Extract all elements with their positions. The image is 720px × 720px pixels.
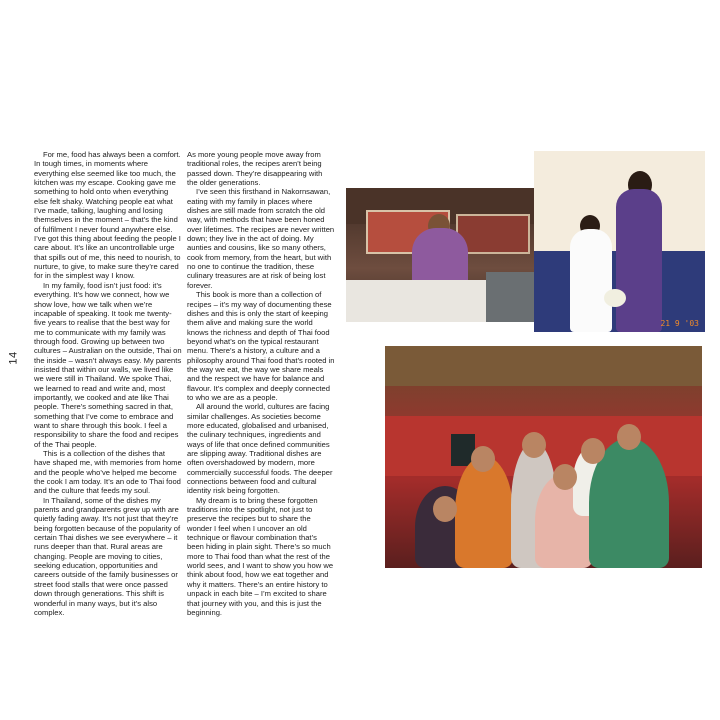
photo-man-at-counter [346,188,549,322]
paragraph: All around the world, cultures are facing similar challenges. As societies become more educated, globalised and urbanised, the culinary techniques, ingredients and ways of life that once defined communities are slipping away. Traditional dishes are often overshadowed by modern, more commercially successful foods. The deeper connections between food and cultural identity risk being forgotten. [187,402,333,496]
paragraph: In Thailand, some of the dishes my parents and grandparents grew up with are quietly fading away. It’s not just that they’re being forgotten because of the popularity of certain Thai dishes we see everywhere – it runs deeper than that. Rural areas are changing. People are moving to cities, seeking education, opportunities and careers outside of the family businesses or street food stalls that were once passed down through generations. This shift is wonderful in many ways, but it’s also complex. [34,495,181,617]
paragraph: My dream is to bring these forgotten traditions into the spotlight, not just to preserve the recipes but to share the wonder I feel when I uncover an old technique or flavour combination that’s been hiding in plain sight. There’s so much more to Thai food than what the rest of the world sees, and I want to show you how we think about food, how we eat together and why it matters. There’s an entire history to unpack in each bite – I’m excited to share that journey with you, and this is just the beginning. [187,495,334,617]
paragraph: In my family, food isn’t just food: it’s everything. It’s how we connect, how we show love, how we talk when we’re incapable of speaking. It took me twenty-five years to realise that the best way for me to communicate with my family was through food. Growing up between two cultures – Australian on the outside, Thai on the inside – wasn’t always easy. My parents insisted that within our walls, we lived like we were still in Thailand. We spoke Thai, we learned to read and write and, most importantly, we cooked and ate like Thai people. There’s something sacred in that, something that I’ve come to embrace and want to share through this book. I feel a responsibility to share the food and recipes of the Thai people. [34,280,182,449]
paragraph: For me, food has always been a comfort. In tough times, in moments where everything else seemed like too much, the kitchen was my escape. Cooking gave me something to hold onto when everything else felt shaky. Watching people eat what I’ve made, talking, laughing and losing themselves in the moment – that’s the kind of fulfilment I never found anywhere else. I’ve got this thing about feeding the people I care about. It’s like an uncontrollable urge that spills out of me, this need to nourish, to nurture, to give, to make sure they’re cared for in the simplest way I know. [34,150,181,281]
paragraph: As more young people move away from traditional roles, the recipes aren’t being passed down. They’re disappearing with the older generations. [187,150,323,188]
paragraph: This book is more than a collection of recipes – it’s my way of documenting these dishes and this is only the start of keeping them alive and making sure the world knows the richness and depth of Thai food beyond what’s on the typical restaurant menu. There’s a history, a culture and a philosophy around Thai food that’s rooted in the way we eat, the way we share meals and the respect we have for balance and flavour. It’s complex and deeply connected to who we are as a people. [187,290,335,402]
paragraph: This is a collection of the dishes that have shaped me, with memories from home and the people who’ve helped me become the cook I am today. It’s an ode to Thai food and the culture that feeds my soul. [34,449,182,496]
photo-girl-and-woman [534,151,705,332]
text-column-right [187,150,335,617]
text-column-left [34,150,182,617]
photo-family-restaurant [385,346,702,568]
paragraph: I’ve seen this firsthand in Nakornsawan, eating with my family in places where dishes are still made from scratch the old way, with methods that have been honed over lifetimes. The recipes are never written down; they live in the act of doing. My aunties and cousins, like so many others, cook from memory, from the heart, but with no one to continue the tradition, these culinary treasures are at risk of being lost forever. [187,187,335,290]
page-number: 14 [7,351,20,365]
photo-date-stamp: 21 9 '03 [660,319,699,328]
